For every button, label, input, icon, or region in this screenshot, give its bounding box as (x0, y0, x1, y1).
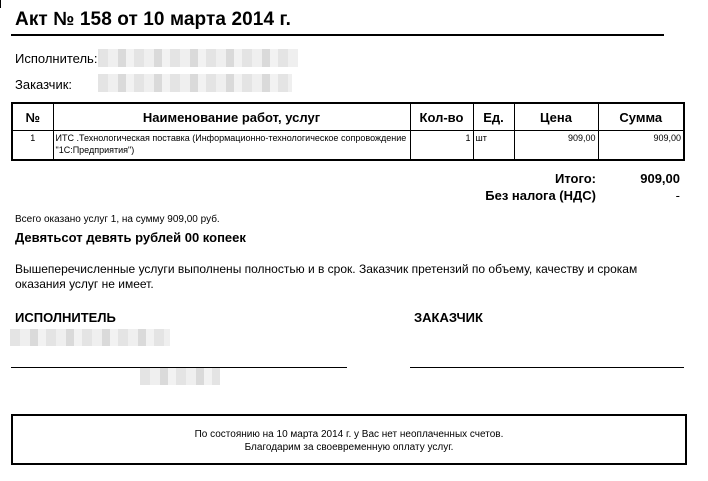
executor-signature-heading: ИСПОЛНИТЕЛЬ (15, 310, 116, 325)
vat-label: Без налога (НДС) (485, 188, 596, 203)
table-header-row (12, 103, 684, 131)
row-number: 1 (12, 131, 53, 161)
services-summary: Всего оказано услуг 1, на сумму 909,00 руб. (15, 214, 220, 225)
document-title: Акт № 158 от 10 марта 2014 г. (15, 9, 291, 30)
vat-value: - (675, 188, 680, 203)
page-edge-mark (0, 0, 1, 8)
column-header-price: Цена (514, 103, 598, 131)
total-label: Итого: (555, 171, 596, 186)
column-header-unit: Ед. (473, 103, 514, 131)
title-divider (11, 34, 664, 36)
thank-you-line: Благодарим за своевременную оплату услуг. (244, 442, 454, 453)
customer-name-redacted (98, 74, 292, 92)
row-price: 909,00 (514, 131, 598, 161)
customer-label: Заказчик: (15, 77, 73, 92)
executor-label: Исполнитель: (15, 51, 98, 66)
services-table (11, 102, 685, 161)
amount-in-words: Девятьсот девять рублей 00 копеек (15, 230, 246, 245)
table-row (12, 131, 684, 161)
column-header-number: № (12, 103, 53, 131)
payment-status-line: По состоянию на 10 марта 2014 г. у Вас нет неоплаченных счетов. (194, 429, 504, 440)
customer-signature-heading: ЗАКАЗЧИК (414, 310, 483, 325)
row-service-name: ИТС .Технологическая поставка (Информационно-технологическое сопровождение "1С:Предприятия") (53, 131, 410, 161)
row-sum: 909,00 (598, 131, 684, 161)
row-unit: шт (473, 131, 514, 161)
column-header-quantity: Кол-во (410, 103, 473, 131)
column-header-sum: Сумма (598, 103, 684, 131)
acceptance-statement: Вышеперечисленные услуги выполнены полностью и в срок. Заказчик претензий по объему, качеству и срокам оказания услуг не имеет. (15, 262, 638, 291)
executor-name-redacted (98, 49, 298, 67)
payment-status-box (11, 414, 687, 465)
row-quantity: 1 (410, 131, 473, 161)
executor-signatory-redacted (10, 329, 170, 346)
executor-initials-redacted (140, 368, 220, 385)
column-header-name: Наименование работ, услуг (53, 103, 410, 131)
customer-signature-line (410, 367, 684, 368)
total-value: 909,00 (640, 171, 680, 186)
